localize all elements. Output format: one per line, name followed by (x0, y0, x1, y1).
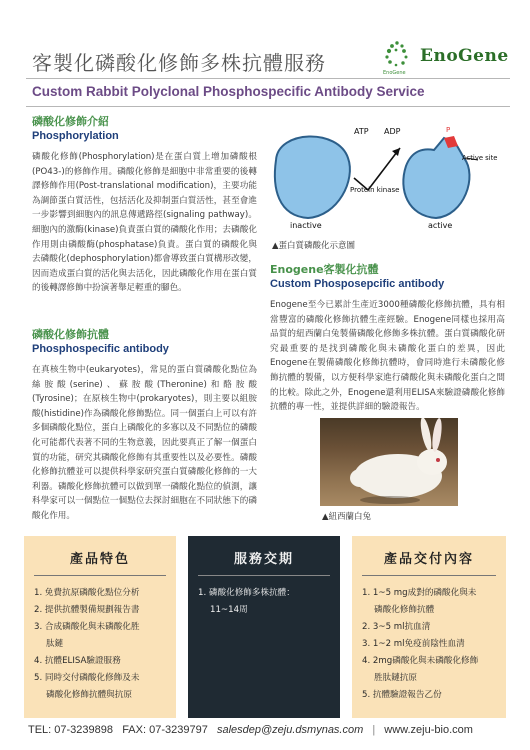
list-item: 4. 抗體ELISA驗證服務 (34, 656, 121, 666)
diagram-label-active-site: Active site (462, 154, 498, 162)
phosphospecific-heading-en: Phosphospecific antibody (32, 343, 169, 355)
enogene-service-body: Enogene至今已累計生產近3000種磷酸化修飾抗體，具有相當豐富的磷酸化修飾抗體生產經驗。Enogene同樣也採用高品質的紐西蘭白兔製備磷酸化修飾多株抗體。蛋白質磷酸化研究最重要的是找到磷酸化與未磷酸化蛋白的差異，因此Enogene在製備磷酸化修飾抗體時，會同時進行未磷酸化修飾抗體的製備，以方便科學家進行磷酸化與未磷酸化蛋白之間的比較。除此之外，Enogene還利用ELISA來驗證磷酸化修飾抗體的專一性，並提供詳細的驗證報告。 (270, 300, 505, 413)
list-item: 4. 2mg磷酸化與未磷酸化修飾 (362, 656, 479, 666)
service-subtitle: Custom Rabbit Polyclonal Phosphospecific Antibody Service (32, 84, 425, 99)
list-item: 磷酸化修飾抗體 (374, 605, 435, 615)
logo-mark-icon (378, 38, 416, 76)
delivery-box (188, 536, 340, 718)
rabbit-illustration (320, 418, 458, 506)
delivery-list (198, 585, 330, 619)
diagram-label-inactive: inactive (290, 221, 322, 230)
enogene-logo (378, 38, 508, 78)
footer-email-link[interactable]: salesdep@zeju.dsmynas.com (216, 724, 364, 736)
diagram-label-kinase: Protein kinase (350, 186, 400, 194)
rabbit-photo (320, 418, 458, 506)
footer-website-link[interactable]: www.zeju-bio.com (384, 724, 473, 736)
delivery-title: 服務交期 (198, 548, 330, 576)
logo-small-text: EnoGene (383, 70, 406, 76)
enogene-service-section (270, 261, 505, 415)
enogene-service-heading-zh: Enogene客製化抗體 (270, 263, 379, 276)
inactive-protein-shape (275, 136, 350, 218)
logo-text: EnoGene (420, 46, 509, 66)
phosphorylation-body: 磷酸化修飾(Phosphorylation)是在蛋白質上增加磷酸根(PO43-)的修飾作用。磷酸化修飾是細胞中非常重要的後轉譯修飾作用(Post-translational modification)，主要功能為調節蛋白質活性，包括活化及抑制蛋白質活性，甚至會進一步影響到細胞內的訊息傳遞路徑(signaling pathway)。細胞內的激酶(kinase)負責蛋白質的磷酸化作用；去磷酸化作用則由磷酸酶(phosphatase)負責。蛋白質的磷酸化與去磷酸化(dephosphorylation)都會導致蛋白質構形改變，因而造成蛋白質的活化與去活化，因此磷酸化作用在蛋白質的後轉譯修飾中扮演著舉足輕重的腳色。 (32, 152, 257, 294)
list-item: 2. 提供抗體製備規劃報告書 (34, 605, 140, 615)
footer-fax: FAX: 07-3239797 (122, 724, 208, 736)
list-item: 1. 磷酸化修飾多株抗體： (198, 588, 295, 598)
phosphospecific-section (32, 326, 257, 524)
footer-tel: TEL: 07-3239898 (28, 724, 114, 736)
features-box (24, 536, 176, 718)
list-item: 2. 3~5 ml抗血清 (362, 622, 431, 632)
list-item: 肽鏈 (46, 639, 64, 649)
deliverables-list (362, 585, 496, 704)
list-item: 5. 抗體驗證報告乙份 (362, 690, 442, 700)
deliverables-title: 產品交付內容 (362, 548, 496, 576)
phosphorylation-diagram (268, 120, 508, 240)
footer-separator: | (372, 724, 376, 736)
phosphorylation-heading-en: Phosphorylation (32, 130, 119, 142)
diagram-label-adp: ADP (384, 127, 401, 136)
list-item: 磷酸化修飾抗體與抗原 (46, 690, 132, 700)
phosphospecific-body: 在真核生物中(eukaryotes)，常見的蛋白質磷酸化點位為絲胺酸(serine)、蘇胺酸(Theronine)和酪胺酸(Tyrosine)；在原核生物中(prokaryotes)，則主要以組胺酸(histidine)作為磷酸化修飾點位。同一個蛋白上可以有許多個磷酸化點位，蛋白上磷酸化的多寡以及不同點位的磷酸化可能都代表著不同的生物意義，因此要真正了解一個蛋白質的功能，研究其磷酸化修飾有其重要性以及必要性。磷酸化修飾抗體並可以提供科學家研究蛋白質磷酸化修飾的一大利器。磷酸化修飾抗體可以做到單一磷酸化點位的偵測，讓科學家可以一個點位一個點位去探討細胞在不同狀態下的磷酸化作用。 (32, 365, 257, 521)
list-item: 1. 免費抗原磷酸化點位分析 (34, 588, 140, 598)
diagram-label-active: active (428, 221, 453, 230)
header-divider-top (26, 78, 510, 79)
header-divider-bottom (26, 106, 510, 107)
diagram-caption: ▲蛋白質磷酸化示意圖 (272, 241, 356, 251)
list-item: 11~14周 (210, 605, 248, 615)
kinase-arrow (354, 148, 400, 190)
contact-footer (28, 724, 508, 736)
list-item: 1. 1~5 mg成對的磷酸化與未 (362, 588, 477, 598)
phosphorylation-section (32, 113, 257, 296)
phosphorylation-heading-zh: 磷酸化修飾介紹 (32, 115, 109, 128)
page-title: 客製化磷酸化修飾多株抗體服務 (32, 51, 326, 75)
active-protein-shape (403, 138, 469, 218)
diagram-label-atp: ATP (354, 127, 369, 136)
features-title: 產品特色 (34, 548, 166, 576)
list-item: 胜肽鏈抗原 (374, 673, 417, 683)
list-item: 5. 同時交付磷酸化修飾及未 (34, 673, 140, 683)
features-list (34, 585, 166, 704)
phosphospecific-heading-zh: 磷酸化修飾抗體 (32, 328, 109, 341)
kinase-arrow-head (392, 148, 400, 156)
list-item: 3. 合成磷酸化與未磷酸化胜 (34, 622, 140, 632)
list-item: 3. 1~2 ml免疫前陰性血清 (362, 639, 465, 649)
rabbit-photo-caption: ▲紐西蘭白兔 (322, 512, 372, 522)
enogene-service-heading-en: Custom Phosposepcific antibody (270, 278, 445, 290)
diagram-label-p: P (446, 126, 451, 134)
deliverables-box (352, 536, 506, 718)
